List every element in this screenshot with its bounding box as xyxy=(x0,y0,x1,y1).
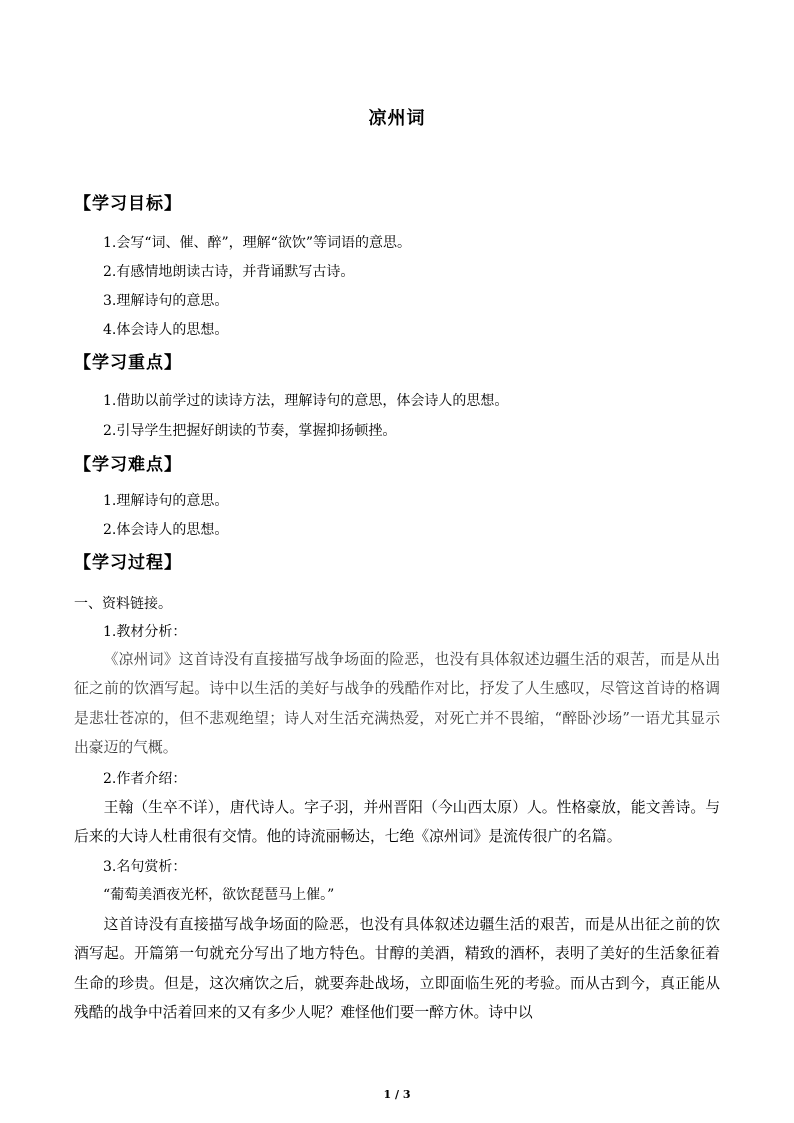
appreciation-paragraph: 这首诗没有直接描写战争场面的险恶，也没有具体叙述边疆生活的艰苦，而是从出征之前的饮酒写起。开篇第一句就充分写出了地方特色。甘醇的美酒，精致的酒杯，表明了美好的生活象征着生命的珍贵。但是，这次痛饮之后，就要奔赴战场，立即面临生死的考验。而从古到今，真正能从残酷的战争中活着回来的又有多少人呢？难怪他们要一醉方休。诗中以 xyxy=(74,916,720,1022)
textbook-analysis-paragraph: 《凉州词》这首诗没有直接描写战争场面的险恶，也没有具体叙述边疆生活的艰苦，而是从出征之前的饮酒写起。诗中以生活的美好与战争的残酷作对比，抒发了人生感叹，尽管这首诗的格调是悲壮苍凉的，但不悲观绝望；诗人对生活充满热爱，对死亡并不畏缩，“醉卧沙场”一语尤其显示出豪迈的气概。 xyxy=(74,651,720,757)
section-heading-difficulty: 【学习难点】 xyxy=(74,455,182,475)
page-number: 1 / 3 xyxy=(383,1088,411,1101)
focus-item-2: 2.引导学生把握好朗读的节奏，掌握抑扬顿挫。 xyxy=(103,423,397,439)
difficulty-item-2: 2.体会诗人的思想。 xyxy=(103,522,229,538)
focus-item-1: 1.借助以前学过的读诗方法，理解诗句的意思，体会诗人的思想。 xyxy=(103,393,509,409)
page-title: 凉州词 xyxy=(368,108,426,129)
goal-item-3: 3.理解诗句的意思。 xyxy=(103,293,229,309)
author-intro-paragraph: 王翰（生卒不详），唐代诗人。字子羽，并州晋阳（今山西太原）人。性格豪放，能文善诗。与后来的大诗人杜甫很有交情。他的诗流丽畅达，七绝《凉州词》是流传很广的名篇。 xyxy=(74,799,720,846)
famous-line-quote: “葡萄美酒夜光杯，欲饮琵琶马上催。” xyxy=(103,887,335,903)
section-heading-focus: 【学习重点】 xyxy=(74,353,182,373)
process-part-1: 一、资料链接。 xyxy=(74,596,172,612)
goal-item-2: 2.有感情地朗读古诗，并背诵默写古诗。 xyxy=(103,264,355,280)
process-sub-2: 2.作者介绍： xyxy=(103,771,187,787)
goal-item-4: 4.体会诗人的思想。 xyxy=(103,322,229,338)
section-heading-process: 【学习过程】 xyxy=(74,553,182,573)
difficulty-item-1: 1.理解诗句的意思。 xyxy=(103,493,229,509)
goal-item-1: 1.会写“词、催、醉”，理解“欲饮”等词语的意思。 xyxy=(103,235,411,251)
process-sub-3: 3.名句赏析： xyxy=(103,859,187,875)
section-heading-goals: 【学习目标】 xyxy=(74,194,182,214)
process-sub-1: 1.教材分析： xyxy=(103,624,187,640)
